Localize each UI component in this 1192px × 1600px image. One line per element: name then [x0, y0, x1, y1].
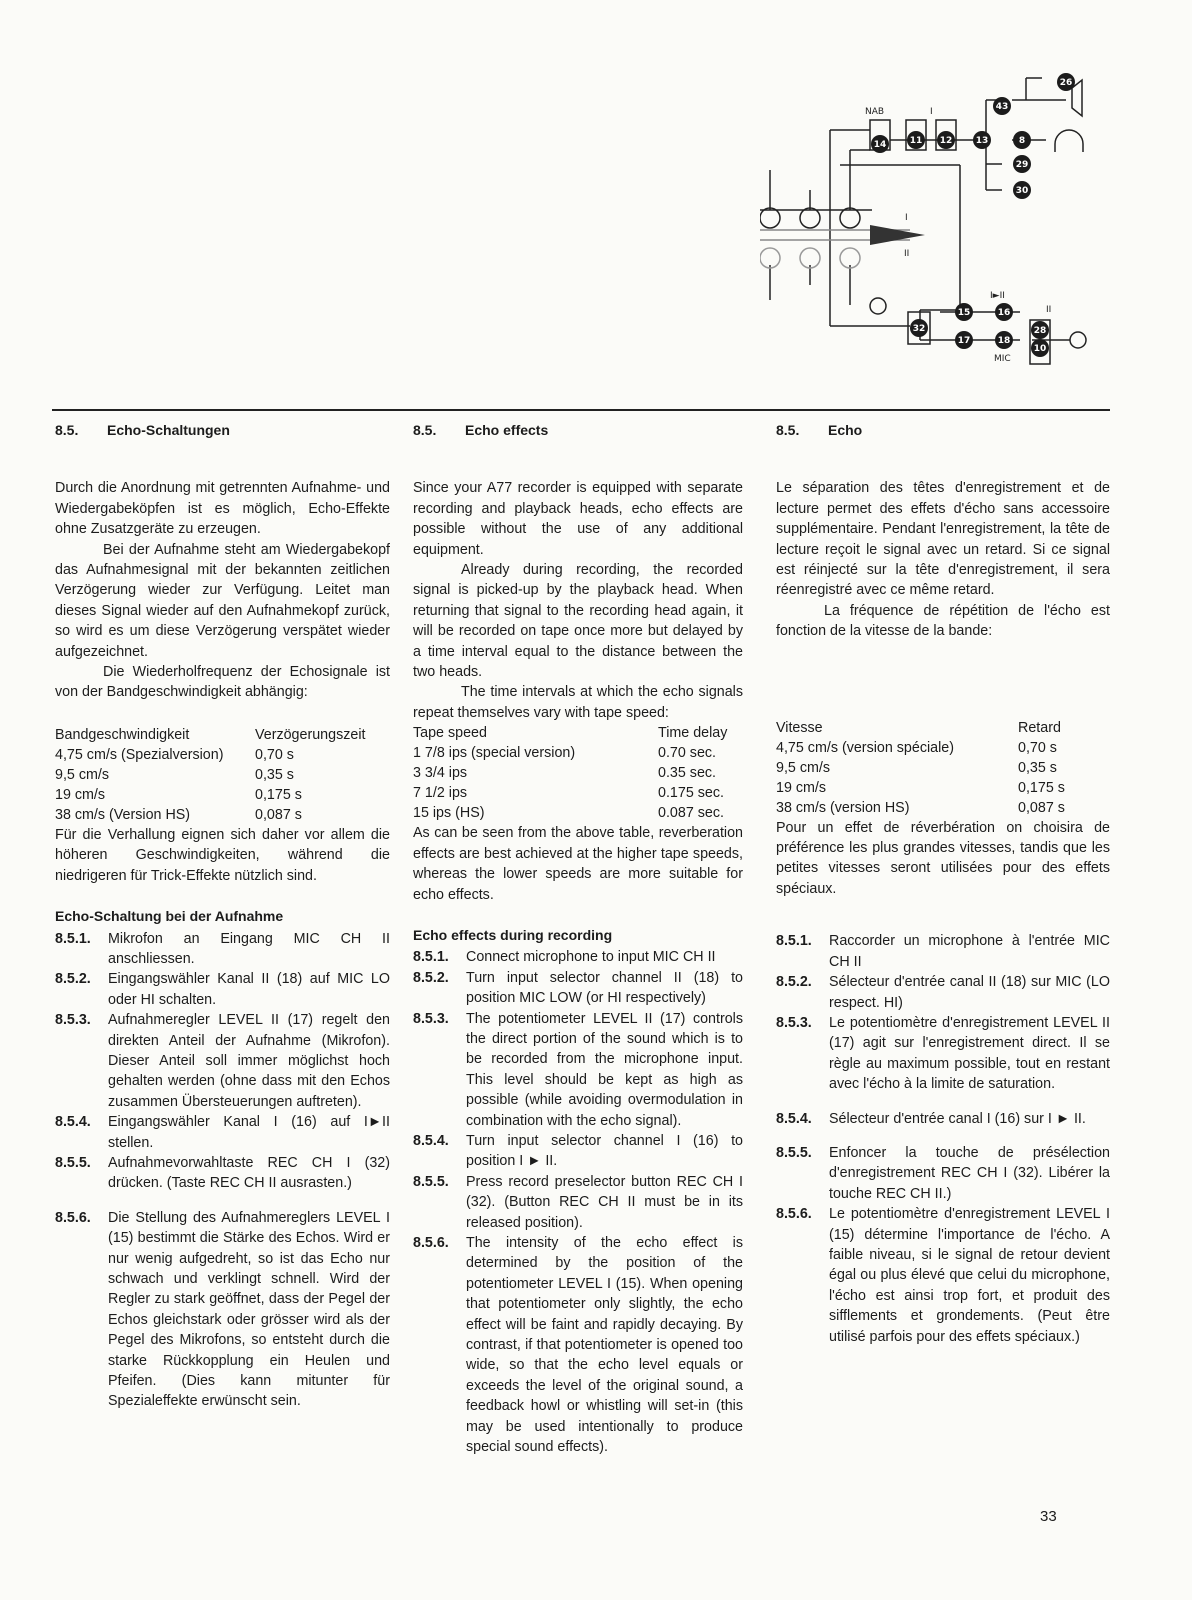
column-french: [776, 420, 1110, 1347]
table-cell: 4,75 cm/s (version spéciale): [776, 739, 954, 756]
node-label: 32: [912, 324, 926, 334]
step-number: 8.5.1.: [776, 933, 812, 950]
step-text: Eingangswähler Kanal II (18) auf MIC LO oder HI schalten.: [108, 971, 390, 1008]
step-item: [55, 1208, 390, 1412]
step-text: Turn input selector channel I (16) to position I ► II.: [466, 1132, 743, 1170]
play-rec-label: I►II: [990, 291, 1005, 301]
table-cell: 0,087 s: [1018, 799, 1065, 816]
table-cell: 9,5 cm/s: [776, 759, 831, 776]
step-item: [413, 1233, 743, 1457]
section-heading-de: [55, 420, 390, 440]
step-number: 8.5.4.: [55, 1114, 91, 1131]
table-header: Tape speed: [413, 725, 487, 742]
step-number: 8.5.1.: [55, 930, 91, 947]
track-i-tape-label: I: [905, 213, 908, 223]
table-cell: 0.087 sec.: [658, 805, 724, 822]
step-item: [413, 1009, 743, 1131]
node-label: 16: [997, 308, 1011, 318]
spacer: [55, 1194, 390, 1208]
table-header: Verzögerungszeit: [255, 726, 366, 743]
node-label: 10: [1033, 344, 1047, 354]
spacer: [776, 899, 1110, 931]
node-label: 14: [873, 140, 887, 150]
step-number: 8.5.2.: [776, 974, 812, 991]
node-label: 12: [939, 136, 953, 146]
echo-wiring-diagram: [760, 60, 1090, 380]
step-text: Enfoncer la touche de présélection d'enregistrement REC CH I (32). Libérer la touche REC CH II.): [829, 1144, 1110, 1202]
table-cell: 1 7/8 ips (special version): [413, 745, 576, 762]
node-label: 15: [957, 308, 971, 318]
column-german: [55, 420, 390, 1412]
spacer: [776, 1095, 1110, 1109]
step-item: [413, 947, 743, 967]
section-number: 8.5.: [55, 422, 79, 438]
step-text: Raccorder un microphone à l'entrée MIC CH II: [829, 933, 1110, 970]
table-cell: 0,175 s: [1018, 779, 1065, 796]
step-number: 8.5.6.: [776, 1206, 812, 1223]
step-number: 8.5.6.: [55, 1209, 91, 1226]
node-label: 18: [997, 336, 1011, 346]
step-item: [413, 1172, 743, 1233]
paragraph: Since your A77 recorder is equipped with separate recording and playback heads, echo effects are possible without the use of any additional equipment.: [413, 480, 743, 558]
paragraph: Für die Verhallung eignen sich daher vor allem die höheren Geschwindigkeiten, während die niedrigeren für Trick-Effekte nützlich sind.: [55, 826, 390, 884]
track-i-label: I: [930, 107, 933, 117]
table-cell: 0,35 s: [1018, 759, 1057, 776]
table-cell: 0,35 s: [255, 766, 294, 783]
paragraph: Already during recording, the recorded signal is picked-up by the playback head. When returning that signal to the recording head again, it will be recorded on tape once more but delayed by a time interval equal to the distance between the two heads.: [413, 562, 743, 681]
step-number: 8.5.5.: [55, 1154, 91, 1171]
table-cell: 0,175 s: [255, 786, 302, 803]
node-label: 43: [995, 102, 1009, 112]
table-cell: 19 cm/s: [776, 779, 827, 796]
section-number: 8.5.: [776, 422, 800, 438]
table-cell: 4,75 cm/s (Spezialversion): [55, 746, 224, 763]
paragraph: Die Wiederholfrequenz der Echosignale ist von der Bandgeschwindigkeit abhängig:: [55, 664, 390, 701]
step-text: Die Stellung des Aufnahmereglers LEVEL I (15) bestimmt die Stärke des Echos. Wird er nur wenig aufgedreht, so ist das Echo nur schwach und verklingt schnell. Wird der Regler zu stark geöffnet, dass der Pegel der Echos gleichstark oder grösser wird als der Pegel des Mikrofons, so entsteht durch die starke Rückkopplung ein Heulen und Pfeifen. (Dies kann mitunter für Spezialeffekte erwünscht sein.: [108, 1209, 390, 1410]
step-number: 8.5.5.: [413, 1173, 449, 1190]
step-number: 8.5.3.: [55, 1012, 91, 1029]
table-cell: 19 cm/s: [55, 786, 106, 803]
paragraph: The time intervals at which the echo signals repeat themselves vary with tape speed:: [413, 684, 743, 721]
node-label: 17: [957, 336, 971, 346]
step-text: Eingangswähler Kanal I (16) auf I►II stellen.: [108, 1114, 390, 1151]
table-cell: 7 1/2 ips: [413, 785, 468, 802]
node-label: 26: [1059, 78, 1073, 88]
page-number: 33: [1040, 1508, 1057, 1525]
step-text: Press record preselector button REC CH I (32). (Button REC CH II must be in its released position).: [466, 1173, 743, 1231]
table-cell: 9,5 cm/s: [55, 766, 110, 783]
track-ii-label: II: [1046, 305, 1052, 315]
step-item: [776, 1204, 1110, 1347]
step-item: [776, 1109, 1110, 1129]
node-label: 11: [909, 136, 923, 146]
table-header: Retard: [1018, 719, 1061, 736]
step-item: [776, 1013, 1110, 1095]
step-text: Mikrofon an Eingang MIC CH II anschliessen.: [108, 930, 390, 967]
table-cell: 0.35 sec.: [658, 765, 717, 782]
step-number: 8.5.3.: [413, 1010, 449, 1027]
step-number: 8.5.1.: [413, 949, 449, 966]
step-number: 8.5.6.: [413, 1235, 449, 1251]
subheading: Echo-Schaltung bei der Aufnahme: [55, 908, 284, 925]
table-cell: 0,087 s: [255, 806, 302, 823]
table-header: Bandgeschwindigkeit: [55, 726, 190, 743]
paragraph: Le séparation des têtes d'enregistrement et de lecture permet des effets d'écho sans accessoire supplémentaire. Pendant l'enregistrement, la tête de lecture reçoit le signal avec un retard. Si ce signal est réinjecté sur la tête d'enregistrement, il sera réenregistré avec ce même retard.: [776, 480, 1110, 599]
step-text: Connect microphone to input MIC CH II: [466, 949, 716, 966]
step-item: [776, 1143, 1110, 1204]
section-title: Echo-Schaltungen: [107, 422, 230, 438]
table-cell: 15 ips (HS): [413, 805, 485, 822]
table-cell: 3 3/4 ips: [413, 765, 468, 782]
step-item: [55, 929, 390, 970]
step-number: 8.5.2.: [55, 971, 91, 988]
speed-table-fr: [776, 718, 1065, 818]
section-heading-fr: [776, 420, 1110, 440]
step-text: The potentiometer LEVEL II (17) controls the direct portion of the sound which is to be recorded from the microphone input. This level should be kept as high as possible (while avoiding overmodulation in combination with the echo signal).: [466, 1010, 743, 1129]
step-text: The intensity of the echo effect is determined by the position of the potentiometer LEVEL I (15). When opening that potentiometer only slightly, the echo effect will be faint and rapidly decaying. By contrast, if that potentiometer is opened too wide, so that the echo level equals or exceeds the level of the original sound, a feedback howl or whistling will set-in (this may be used intentionally to produce special sound effects).: [466, 1235, 743, 1456]
step-text: Aufnahmeregler LEVEL II (17) regelt den direkten Anteil der Aufnahme (Mikrofon). Dieser Anteil soll immer möglichst hoch gehalten werden (ohne dass mit den Echos zusammen Übersteuerungen auftreten).: [108, 1012, 390, 1110]
node-label: 8: [1018, 136, 1026, 146]
step-number: 8.5.2.: [413, 969, 449, 986]
column-english: [413, 420, 743, 1457]
speed-table-de: [55, 725, 365, 825]
step-text: Aufnahmevorwahltaste REC CH I (32) drücken. (Taste REC CH II ausrasten.): [108, 1154, 390, 1192]
paragraph: As can be seen from the above table, reverberation effects are best achieved at the higher tape speeds, whereas the lower speeds are more suitable for echo effects.: [413, 825, 743, 903]
table-cell: 0.70 sec.: [658, 745, 717, 762]
step-number: 8.5.5.: [776, 1144, 812, 1161]
step-text: Sélecteur d'entrée canal I (16) sur I ► II.: [829, 1110, 1086, 1127]
step-number: 8.5.4.: [776, 1110, 812, 1127]
paragraph: Durch die Anordnung mit getrennten Aufnahme- und Wiedergabeköpfen ist es möglich, Echo-Effekte ohne Zusatzgeräte zu erzeugen.: [55, 480, 390, 538]
node-label: 13: [975, 136, 989, 146]
nab-label: NAB: [865, 107, 885, 117]
table-cell: 38 cm/s (version HS): [776, 799, 910, 816]
spacer: [776, 1129, 1110, 1143]
table-header: Time delay: [658, 725, 728, 742]
step-item: [413, 1131, 743, 1172]
step-number: 8.5.4.: [413, 1132, 449, 1149]
section-title: Echo: [828, 422, 863, 438]
node-label: 28: [1033, 326, 1047, 336]
step-item: [55, 1112, 390, 1153]
table-cell: 38 cm/s (Version HS): [55, 806, 191, 823]
step-item: [55, 969, 390, 1010]
table-cell: 0,70 s: [255, 746, 294, 763]
step-item: [776, 972, 1110, 1013]
table-cell: 0,70 s: [1018, 739, 1057, 756]
mic-label: MIC: [994, 354, 1011, 364]
paragraph: Pour un effet de réverbération on choisira de préférence les plus grandes vitesses, tandis que les petites vitesses seront utilisées pour des effets spéciaux.: [776, 819, 1110, 897]
subheading: Echo effects during recording: [413, 926, 613, 943]
step-item: [413, 968, 743, 1009]
step-number: 8.5.3.: [776, 1014, 812, 1031]
paragraph: Bei der Aufnahme steht am Wiedergabekopf das Aufnahmesignal mit der bekannten zeitlichen Verzögerung wieder zur Verfügung. Leitet man dieses Signal wieder auf den Aufnahmekopf zurück, so wird es um diese Verzögerung verspätet wieder aufgezeichnet.: [55, 541, 390, 660]
step-text: Sélecteur d'entrée canal II (18) sur MIC (LO respect. HI): [829, 974, 1110, 1011]
step-text: Le potentiomètre d'enregistrement LEVEL I (15) détermine l'importance de l'écho. A faible niveau, si le signal de retour devient égal ou plus élevé que celui du microphone, l'écho est ainsi trop fort, et produit des sifflements et grondements. (Peut être utilisé parfois pour des effets spéciaux.): [829, 1206, 1110, 1345]
section-heading-en: [413, 420, 743, 440]
step-item: [55, 1153, 390, 1194]
node-label: 29: [1015, 160, 1029, 170]
step-text: Le potentiomètre d'enregistrement LEVEL II (17) agit sur l'enregistrement direct. Il se règle au maximum possible, tout en restant avec l'écho à la limite de saturation.: [829, 1014, 1110, 1093]
track-ii-tape-label: II: [904, 249, 910, 259]
paragraph: La fréquence de répétition de l'écho est fonction de la vitesse de la bande:: [776, 602, 1110, 640]
speed-table-en: [413, 723, 727, 823]
step-text: Turn input selector channel II (18) to position MIC LOW (or HI respectively): [466, 969, 743, 1007]
section-title: Echo effects: [465, 422, 549, 438]
table-header: Vitesse: [776, 719, 823, 736]
step-item: [55, 1010, 390, 1112]
step-item: [776, 931, 1110, 972]
section-divider: [52, 409, 1110, 411]
node-label: 30: [1015, 186, 1029, 196]
section-number: 8.5.: [413, 422, 437, 438]
table-cell: 0.175 sec.: [658, 785, 724, 802]
